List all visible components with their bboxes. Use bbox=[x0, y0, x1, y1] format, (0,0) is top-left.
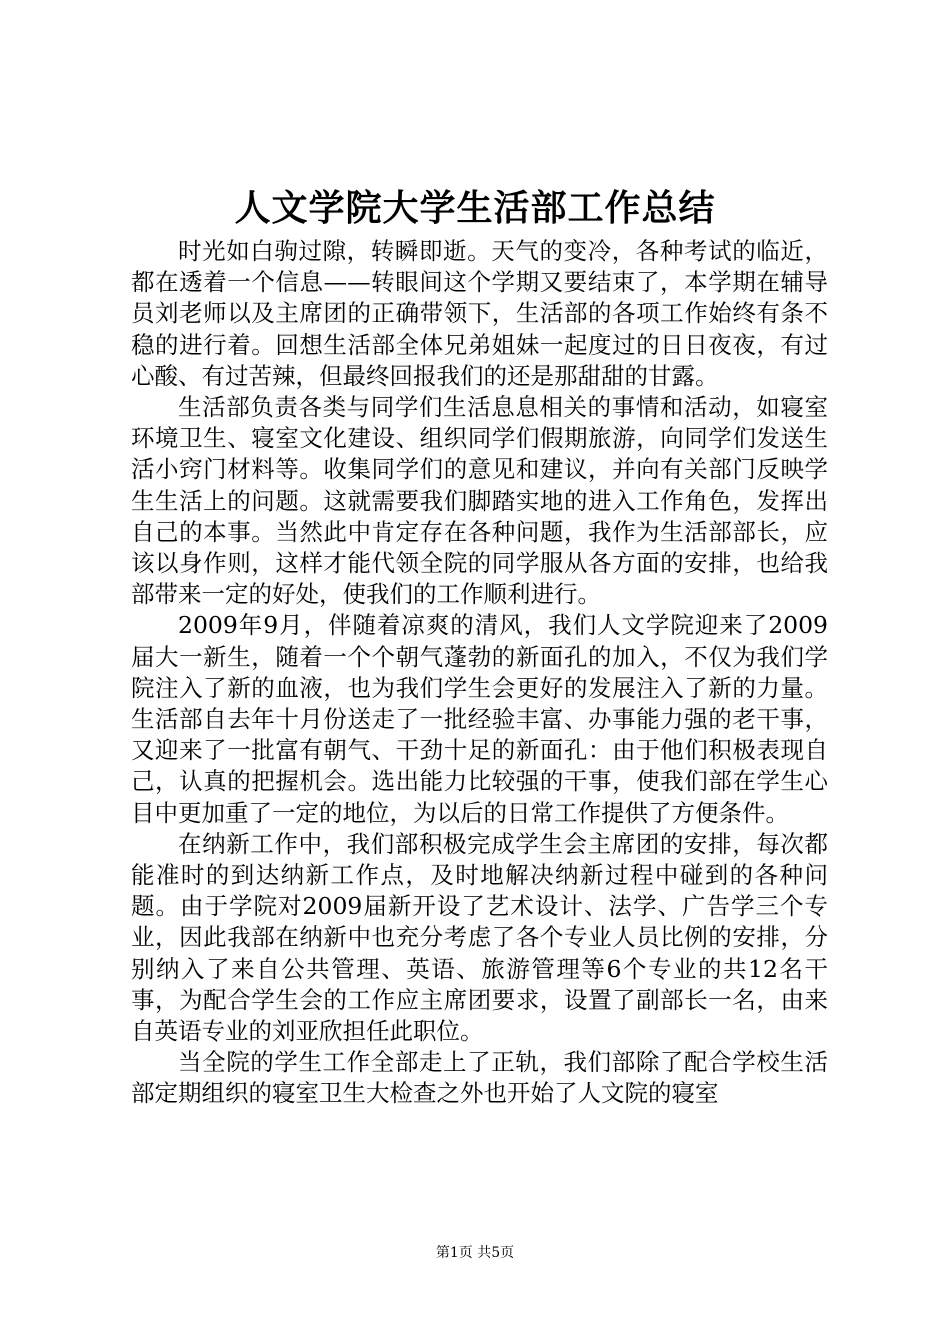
page-title: 人文学院大学生活部工作总结 bbox=[234, 187, 716, 229]
paragraph: 在纳新工作中，我们部积极完成学生会主席团的安排，每次都能准时的到达纳新工作点，及时地解决纳新过程中碰到的各种问题。由于学院对2009届新开设了艺术设计、法学、广告学三个专业，因此我部在纳新中也充分考虑了各个专业人员比例的安排，分别纳入了来自公共管理、英语、旅游管理等6个专业的共12名干事，为配合学生会的工作应主席团要求，设置了副部长一名，由来自英语专业的刘亚欣担任此职位。 bbox=[131, 829, 828, 1046]
paragraph: 当全院的学生工作全部走上了正轨，我们部除了配合学校生活部定期组织的寝室卫生大检查之外也开始了人文院的寝室 bbox=[131, 1048, 828, 1108]
document-body bbox=[131, 236, 828, 1110]
paragraph: 2009年9月，伴随着凉爽的清风，我们人文学院迎来了2009届大一新生，随着一个个朝气蓬勃的新面孔的加入，不仅为我们学院注入了新的血液，也为我们学生会更好的发展注入了新的力量。生活部自去年十月份送走了一批经验丰富、办事能力强的老干事，又迎来了一批富有朝气、干劲十足的新面孔：由于他们积极表现自己，认真的把握机会。选出能力比较强的干事，使我们部在学生心目中更加重了一定的地位，为以后的日常工作提供了方便条件。 bbox=[131, 611, 828, 827]
paragraph: 生活部负责各类与同学们生活息息相关的事情和活动，如寝室环境卫生、寝室文化建设、组织同学们假期旅游，向同学们发送生活小窍门材料等。收集同学们的意见和建议，并向有关部门反映学生生活上的问题。这就需要我们脚踏实地的进入工作角色，发挥出自己的本事。当然此中肯定存在各种问题，我作为生活部部长，应该以身作则，这样才能代领全院的同学服从各方面的安排，也给我部带来一定的好处，使我们的工作顺利进行。 bbox=[131, 393, 828, 609]
paragraph: 时光如白驹过隙，转瞬即逝。天气的变冷，各种考试的临近，都在透着一个信息——转眼间这个学期又要结束了，本学期在辅导员刘老师以及主席团的正确带领下，生活部的各项工作始终有条不稳的进行着。回想生活部全体兄弟姐妹一起度过的日日夜夜，有过心酸、有过苦辣，但最终回报我们的还是那甜甜的甘露。 bbox=[131, 237, 828, 390]
page-number: 第1页 共5页 bbox=[435, 1245, 515, 1261]
